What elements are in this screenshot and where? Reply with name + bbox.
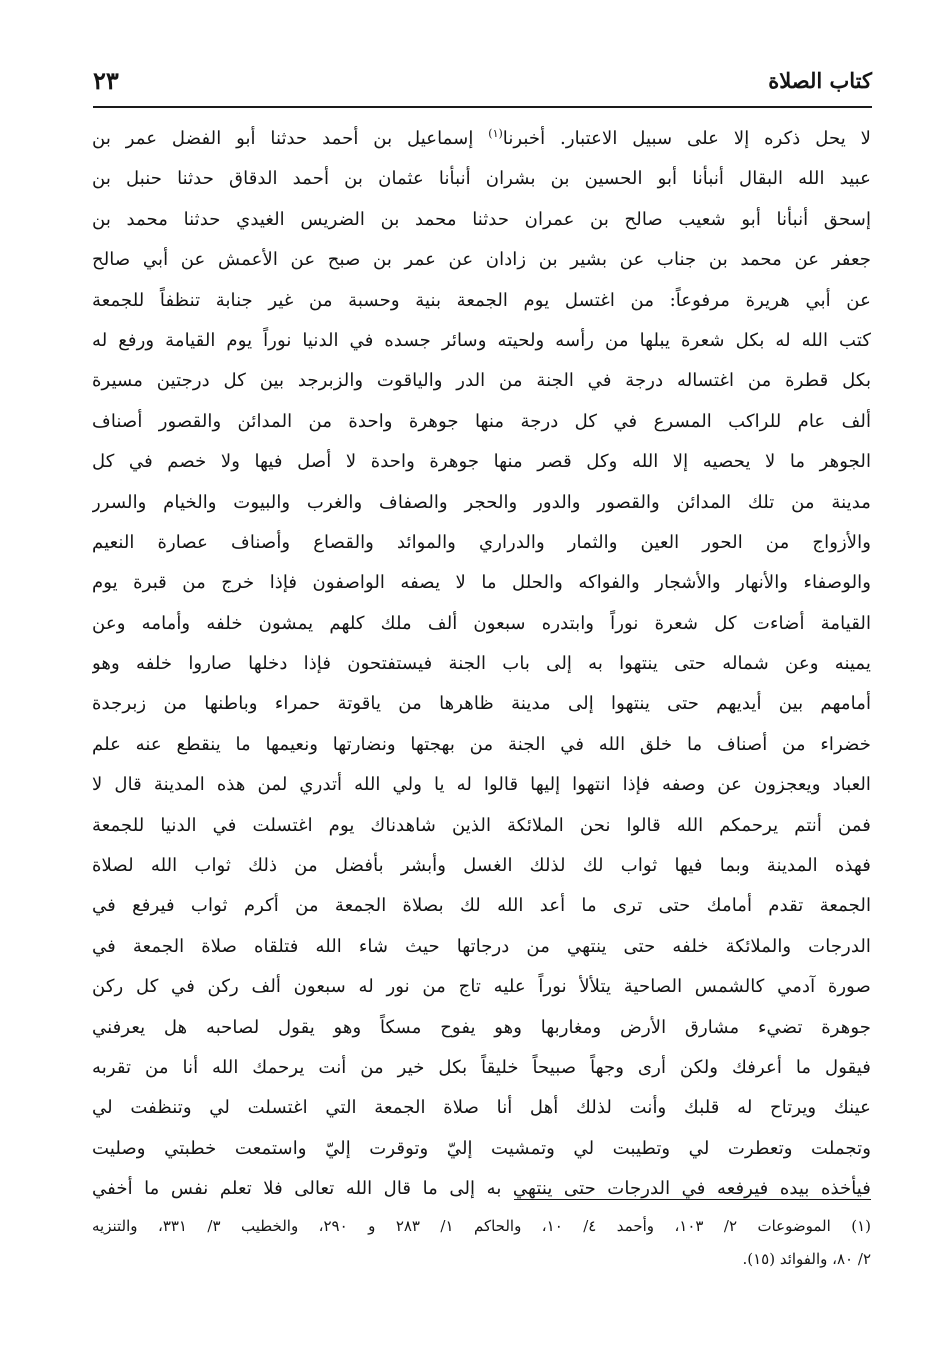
text-line: والأزواج من الحور العين والثمار والدراري والموائد والقصاع وأصناف عصارة النعيم [92,531,871,553]
text-line: إسحق أنبأنا أبو شعيب صالح بن عمران حدثنا محمد بن الضريس الغيدي حدثنا محمد بن [92,208,871,230]
text-line: مدينة من تلك المدائن والقصور والدور والحجر والصفاف والغرب والبيوت والخيام والسرر [92,491,871,513]
body-text [92,119,871,1210]
text-line: خضراء من أصناف ما خلق الله في الجنة من بهجتها ونضارتها ونعيمها ما ينقطع عنه علم [92,733,871,755]
text-line: والوصفاء والأنهار والأشجار والفواكه والحلل ما لا يصفه الواصفون فإذا خرج من قبرة يوم [92,572,871,594]
header-rule [93,106,872,108]
text-line: القيامة أضاءت كل شعرة نوراً وابتدره سبعون ألف ملك كلهم يمشون خلفه وأمامه وعن [92,612,871,634]
text-line: ألف عام للراكب المسرع في كل درجة منها جوهرة واحدة من المدائن والقصور أصناف [92,410,871,432]
text-line: الجمعة تقدم أمامك حتى ترى ما أعد الله لك بصلاة الجمعة من أكرم ثواب فيرفع في [92,895,871,917]
footnote-reference: (١) [488,126,503,140]
text-line: عينك ويرتاح له قلبك وأنت لذلك أهل أنا صلاة الجمعة التي اغتسلت لي وتنظفت لي [92,1097,871,1119]
text-line: صورة آدمي كالشمس الصاحية يتلألأ نوراً عليه تاج من نور له سبعون ألف ركن في كل ركن [92,976,871,998]
text-line: الجوهر ما لا يحصيه إلا الله وكل قصر منها جوهرة واحدة لا أصل فيها ولا خصم في كل [92,451,871,473]
footnote-line-1: (١) الموضوعات ٢/ ١٠٣، وأحمد ٤/ ١٠، والحاكم ١/ ٢٨٣ و ٢٩٠، والخطيب ٣/ ٣٣١، والتنزيه [92,1217,871,1235]
running-title: كتاب الصلاة [768,68,872,93]
text-line: أمامهم بين أيديهم حتى ينتهوا إلى مدينة ظاهرها من ياقوتة حمراء وباطنها من زبرجدة [92,693,871,715]
text-line: وتجملت وتعطرت لي وتطيبت لي وتمشيت إليّ وتوقرت إليّ واستمعت خطبتي وصليت [92,1137,871,1159]
text-line: عبيد الله البقال أنبأنا أبو الحسين بن بشران أنبأنا عثمان بن أحمد الدقاق حدثنا حنبل بن [92,168,871,190]
text-line: فهذه المدينة وبما فيها ثواب لك لذلك الغسل وأبشر بأفضل من ذلك ثواب الله لصلاة [92,855,871,877]
text-line: فيأخذه بيده فيرفعه في الدرجات حتى ينتهي به إلى ما قال الله تعالى فلا تعلم نفس ما أخفي [92,1178,871,1200]
text-line: عن أبي هريرة مرفوعاً: من اغتسل يوم الجمعة بنية وحسبة من غير جنابة تنظفاً للجمعة [92,289,871,311]
text-line-1 [92,119,871,159]
text-line: العباد ويعجزون عن وصفه فإذا انتهوا إليها قالوا له يا ولي الله أتدري لمن هذه المدينة قال لا [92,774,871,796]
text-line: الدرجات والملائكة خلفه حتى ينتهي من درجاتها حيث شاء الله فتلقاه صلاة الجمعة في [92,935,871,957]
text-line: بكل قطرة من اغتساله درجة في الجنة من الدر والياقوت والزبرجد بين كل درجتين مسيرة [92,370,871,392]
text-line: كتب الله له بكل شعرة يبلها من رأسه ولحيته وسائر جسده في الدنيا نوراً يوم القيامة ورفع له [92,329,871,351]
text-line: فمن أنتم يرحمكم الله قالوا نحن الملائكة الذين شاهدناك يوم اغتسلت في الدنيا للجمعة [92,814,871,836]
footnote-line-2: ٢/ ٨٠، والفوائد (١٥). [742,1250,871,1268]
page-number: ٢٣ [93,66,119,95]
text-line: جوهرة تضيء مشارق الأرض ومغاربها وهو يفوح مسكاً وهو يقول لصاحبه هل يعرفني [92,1016,871,1038]
footnote-separator [514,1199,871,1200]
text-line: فيقول ما أعرفك ولكن أرى وجهاً صبيحاً خليقاً بكل خير من أنت يرحمك الله أنا من تقربه [92,1056,871,1078]
text-line-1-start: لا يحل ذكره إلا على سبيل الاعتبار. أخبرنا [502,128,871,149]
text-line: يمينه وعن شماله حتى ينتهوا به إلى باب الجنة فيستفتحون فإذا دخلها صاروا خلفه وهو [92,653,871,675]
text-line-1-end: إسماعيل بن أحمد حدثنا أبو الفضل عمر بن [92,128,489,149]
page-header [93,60,872,104]
text-line: جعفر عن محمد بن جناب عن بشير بن زادان عن عمر بن صبح عن الأعمش عن أبي صالح [92,249,871,271]
footnotes [92,1210,871,1276]
